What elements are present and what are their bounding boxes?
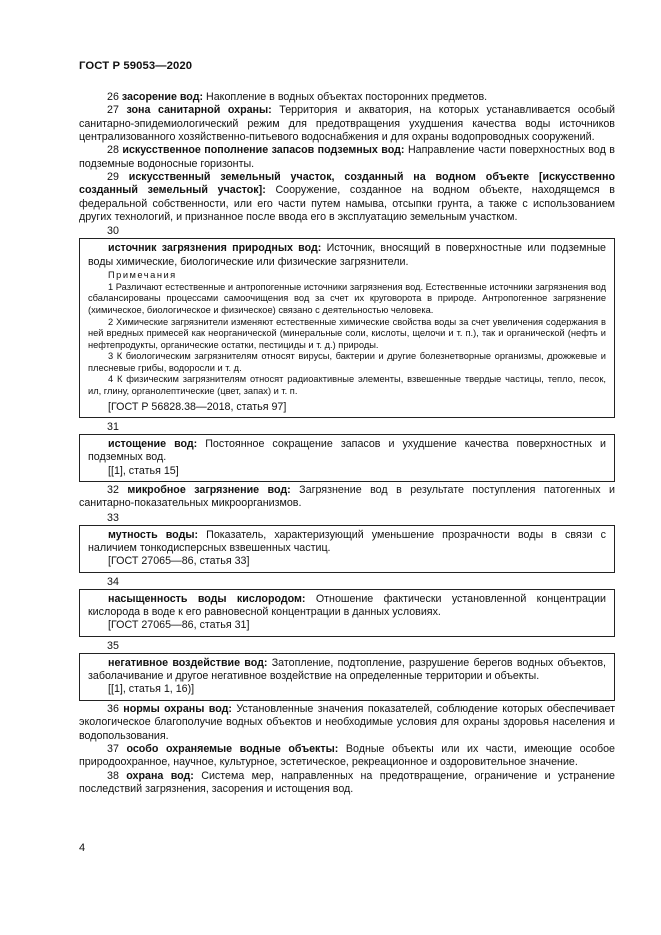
- boxed-definition: источник загрязнения природных вод: Источник, вносящий в поверхностные или подземные воды химические, биологические или физические загрязнители.: [88, 242, 606, 268]
- entry-number: 30: [107, 225, 119, 238]
- note-2: 2 Химические загрязнители изменяют естественные химические свойства воды за счет увеличения содержания в ней вредных примесей как неорганической (минеральные соли, кислоты, щелочи и т. п.), так и органической (нефть и нефтепродукты, органические остатки, пестициды и т. д.) природы.: [88, 316, 606, 350]
- source-reference: [ГОСТ 27065—86, статья 31]: [108, 619, 250, 632]
- term: искусственное пополнение запасов подземных вод:: [122, 144, 405, 157]
- term: мутность воды:: [108, 528, 199, 541]
- boxed-entry-34: [79, 589, 615, 637]
- source-reference: [ГОСТ Р 56828.38—2018, статья 97]: [108, 400, 287, 413]
- entry-29: 29 искусственный земельный участок, созданный на водном объекте [искусственно созданный земельный участок]: Сооружение, созданное на водном объекте, находящемся в федеральной собственности, или его части путем намыва, отсыпки грунта, а также с использованием других технологий, и признанное после ввода его в эксплуатацию земельным участком.: [79, 171, 615, 224]
- note-1: 1 Различают естественные и антропогенные источники загрязнения вод. Естественные источники загрязнения вод сбалансированы процессами самоочищения вод за счет их круговорота в природе. Антропогенное загрязнение (химическое, биологическое и физическое) связано с деятельностью человека.: [88, 281, 606, 315]
- source-reference: [[1], статья 1, 16)]: [108, 683, 195, 696]
- note-4: 4 К физическим загрязнителям относят радиоактивные элементы, взвешенные твердые частицы, тепло, песок, ил, глину, органолептические (цвет, запах) и т. п.: [88, 374, 606, 397]
- entry-32: 32 микробное загрязнение вод: Загрязнение вод в результате поступления патогенных и санитарно-показательных микроорганизмов.: [79, 484, 615, 510]
- boxed-definition: негативное воздействие вод: Затопление, подтопление, разрушение берегов водных объектов, заболачивание и другое негативное воздействие на определенные территории и объекты.: [88, 656, 606, 683]
- note-3: 3 К биологическим загрязнителям относят вирусы, бактерии и другие болезнетворные организмы, дрожжевые и плесневые грибы, водоросли и т. д.: [88, 351, 606, 373]
- entry-number: 31: [107, 421, 119, 433]
- term: особо охраняемые водные объекты:: [126, 742, 339, 755]
- entry-38: 38 охрана вод: Система мер, направленных на предотвращение, ограничение и устранение последствий загрязнения, засорения и истощения вод.: [79, 769, 615, 795]
- notes-title: Примечания: [108, 270, 177, 281]
- document-header: ГОСТ Р 59053—2020: [79, 60, 193, 72]
- entry-27: 27 зона санитарной охраны: Территория и акватория, на которых устанавливается особый санитарно-эпидемиологический режим для предотвращения ухудшения качества воды источников централизованного хозяйственно-питьевого водоснабжения и для охраны водопроводных сооружений.: [79, 104, 615, 144]
- term: источник загрязнения природных вод:: [108, 242, 322, 255]
- entry-number: 34: [107, 575, 119, 588]
- term: негативное воздействие вод:: [108, 656, 268, 669]
- term: охрана вод:: [126, 769, 194, 782]
- entry-number: 33: [107, 511, 119, 524]
- entry-37: 37 особо охраняемые водные объекты: Водные объекты или их части, имеющие особое природоохранное, научное, культурное, эстетическое, рекреационное и оздоровительное значение.: [79, 742, 615, 769]
- term: микробное загрязнение вод:: [127, 484, 291, 497]
- term: нормы охраны вод:: [123, 702, 232, 715]
- entry-26: 26 засорение вод: Накопление в водных объектах посторонних предметов.: [107, 91, 488, 103]
- source-reference: [ГОСТ 27065—86, статья 33]: [108, 555, 250, 568]
- term: засорение вод:: [121, 91, 204, 103]
- page-number: 4: [79, 842, 86, 854]
- term: насыщенность воды кислородом:: [108, 592, 306, 605]
- boxed-entry-35: [79, 653, 615, 701]
- page-content: [79, 91, 615, 796]
- entry-36: 36 нормы охраны вод: Установленные значения показателей, соблюдение которых обеспечивает экологическое благополучие водных объектов и необходимые условия для охраны здоровья населения и водопользования.: [79, 702, 615, 742]
- boxed-entry-33: [79, 525, 615, 573]
- term: зона санитарной охраны:: [126, 104, 272, 117]
- boxed-definition: истощение вод: Постоянное сокращение запасов и ухудшение качества поверхностных и подземных вод.: [88, 438, 606, 464]
- boxed-definition: мутность воды: Показатель, характеризующий уменьшение прозрачности воды в связи с наличием тонкодисперсных взвешенных частиц.: [88, 528, 607, 555]
- boxed-entry-31: [79, 434, 615, 482]
- entry-number: 35: [107, 639, 119, 652]
- notes-block: [88, 270, 606, 398]
- term: истощение вод:: [108, 438, 198, 450]
- term: искусственный земельный участок, созданный на водном объекте [искусственно созданный земельный участок]:: [79, 171, 615, 197]
- boxed-definition: насыщенность воды кислородом: Отношение фактически установленной концентрации кислорода в воде к его равновесной концентрации в данных условиях.: [88, 592, 606, 619]
- boxed-entry-30: [79, 238, 615, 418]
- source-reference: [[1], статья 15]: [108, 464, 179, 477]
- entry-28: 28 искусственное пополнение запасов подземных вод: Направление части поверхностных вод в подземные водоносные горизонты.: [79, 144, 615, 170]
